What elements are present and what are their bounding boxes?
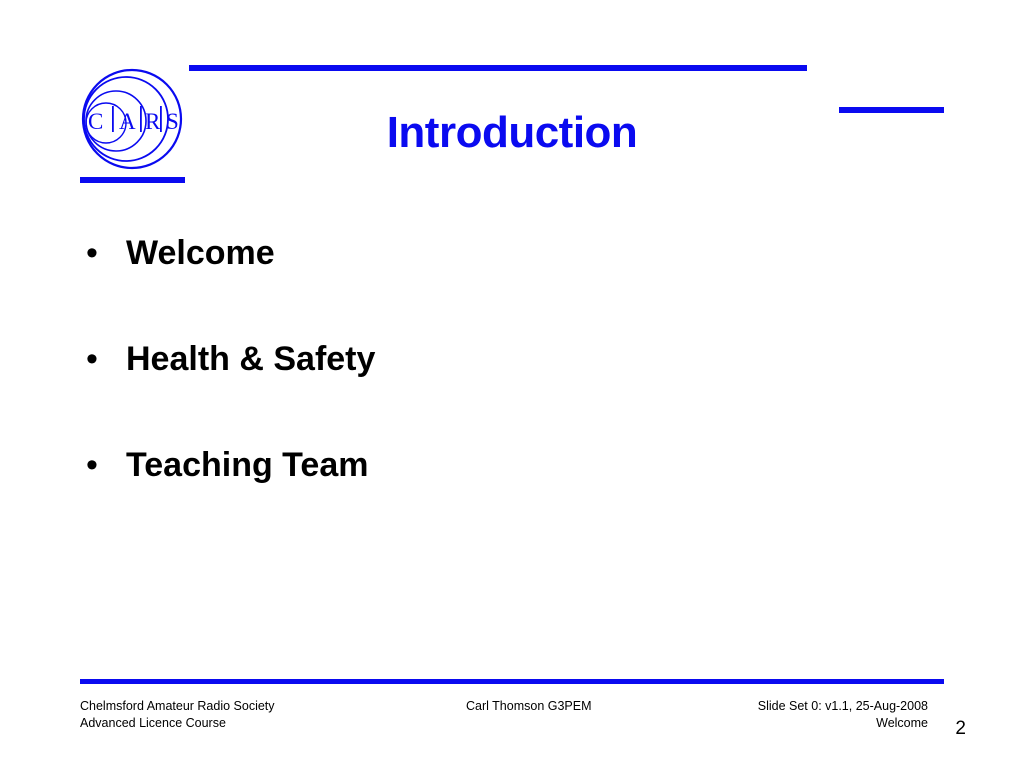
bullet-text: Welcome — [126, 234, 275, 272]
footer-author: Carl Thomson G3PEM — [466, 699, 592, 713]
bullet-icon: • — [86, 340, 98, 378]
bullet-text: Health & Safety — [126, 340, 376, 378]
bullet-icon: • — [86, 446, 98, 484]
page-number: 2 — [955, 718, 966, 739]
bullet-list — [86, 226, 375, 544]
footer-slide-set: Slide Set 0: v1.1, 25-Aug-2008 — [757, 699, 928, 713]
footer-course: Advanced Licence Course — [80, 716, 226, 730]
bullet-icon: • — [86, 234, 98, 272]
footer-section: Welcome — [876, 716, 928, 730]
logo-letter-1: C — [88, 109, 104, 134]
bullet-item — [86, 438, 375, 544]
footer-right — [758, 698, 928, 732]
slide-title: Introduction — [386, 108, 638, 157]
bullet-item — [86, 226, 375, 332]
logo-letter-3: R — [145, 109, 161, 134]
footer-rule — [80, 679, 944, 684]
footer-society: Chelmsford Amateur Radio Society — [80, 699, 275, 713]
footer-left — [80, 698, 275, 732]
logo-letter-4: S — [166, 109, 179, 134]
bullet-item — [86, 332, 375, 438]
bullet-text: Teaching Team — [126, 446, 369, 484]
logo-letter-2: A — [119, 109, 136, 134]
top-rule — [189, 65, 807, 71]
